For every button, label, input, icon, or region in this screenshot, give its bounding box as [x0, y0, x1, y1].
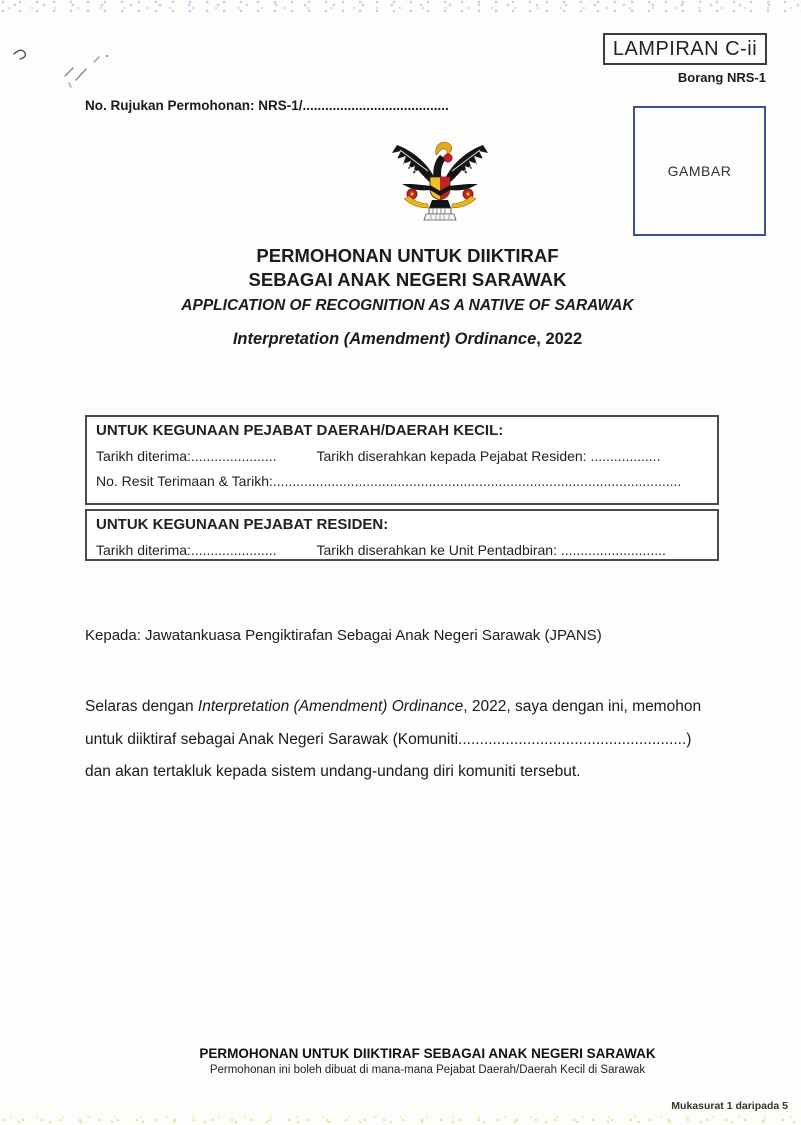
resident-office-header: UNTUK KEGUNAAN PEJABAT RESIDEN: — [96, 516, 389, 533]
form-title-malay-line1: PERMOHONAN UNTUK DIIKTIRAF — [256, 245, 559, 266]
borang-label: Borang NRS-1 — [677, 70, 766, 85]
district-date-forwarded-field: Tarikh diserahkan kepada Pejabat Residen: .................. — [316, 448, 661, 464]
ordinance-title-year: , 2022 — [536, 330, 583, 348]
page-footer — [55, 1046, 800, 1076]
resident-office-box — [85, 509, 719, 561]
district-office-header: UNTUK KEGUNAAN PEJABAT DAERAH/DAERAH KECIL: — [96, 422, 504, 439]
district-office-box — [85, 415, 719, 505]
scan-noise-bottom — [0, 1114, 801, 1125]
ordinance-title-name: Interpretation (Amendment) Ordinance — [232, 330, 537, 348]
lampiran-tag-label: LAMPIRAN C-ii — [612, 37, 758, 60]
photo-box-label: GAMBAR — [667, 163, 732, 179]
pencil-marks — [8, 40, 138, 100]
declaration-line1-post: , 2022, saya dengan ini, memohon — [463, 698, 702, 715]
ordinance-title — [85, 330, 730, 349]
district-receipt-number-field: No. Resit Terimaan & Tarikh:......................................................................................................... — [96, 473, 682, 489]
declaration-line1-pre: Selaras dengan — [85, 698, 198, 715]
footer-note: Permohonan ini boleh dibuat di mana-mana Pejabat Daerah/Daerah Kecil di Sarawak — [209, 1064, 646, 1076]
declaration-line1-ordinance: Interpretation (Amendment) Ordinance — [197, 698, 464, 715]
scan-noise-top — [0, 0, 801, 15]
resident-date-forwarded-field: Tarikh diserahkan ke Unit Pentadbiran: ........................... — [316, 542, 666, 558]
addressee-line: Kepada: Jawatankuasa Pengiktirafan Sebagai Anak Negeri Sarawak (JPANS) — [85, 627, 602, 644]
lampiran-tag — [603, 33, 767, 65]
form-title-english: APPLICATION OF RECOGNITION AS A NATIVE OF SARAWAK — [181, 297, 634, 314]
page-number: Mukasurat 1 daripada 5 — [671, 1100, 788, 1112]
application-reference-number: No. Rujukan Permohonan: NRS-1/....................................... — [85, 98, 449, 113]
form-title-block — [85, 244, 730, 318]
district-date-received-field: Tarikh diterima:...................... — [96, 448, 277, 464]
declaration-paragraph — [85, 691, 740, 789]
declaration-line3: dan akan tertakluk kepada sistem undang-undang diri komuniti tersebut. — [85, 763, 581, 780]
footer-form-title: PERMOHONAN UNTUK DIIKTIRAF SEBAGAI ANAK NEGERI SARAWAK — [199, 1046, 656, 1061]
declaration-line1 — [85, 691, 740, 724]
photo-box — [633, 106, 766, 236]
declaration-line2: untuk diiktiraf sebagai Anak Negeri Sarawak (Komuniti.....................................................) — [85, 730, 692, 748]
form-title-malay-line2: SEBAGAI ANAK NEGERI SARAWAK — [248, 269, 567, 290]
resident-date-received-field: Tarikh diterima:...................... — [96, 542, 277, 558]
sarawak-coat-of-arms-icon — [384, 137, 496, 233]
